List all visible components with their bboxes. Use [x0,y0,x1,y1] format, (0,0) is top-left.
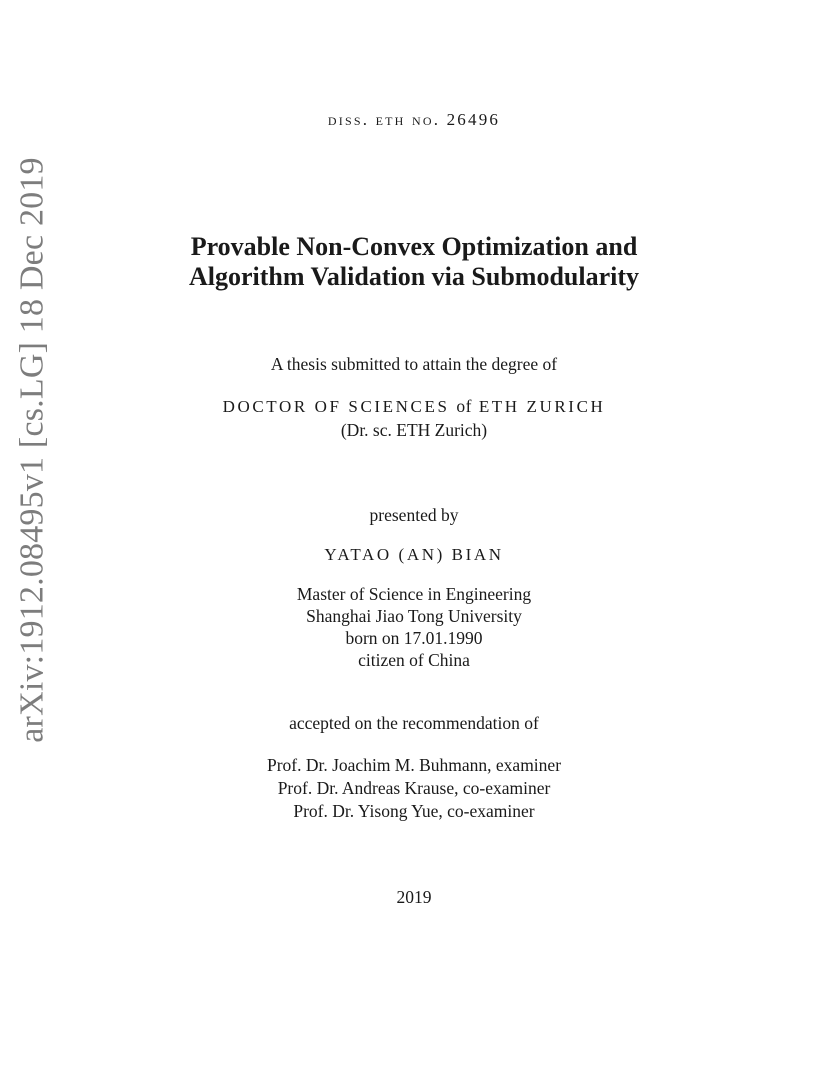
degree-intro: A thesis submitted to attain the degree of [270,354,558,374]
arxiv-stamp [6,157,60,743]
degree-of: of [456,396,472,416]
year: 2019 [396,887,432,907]
author-birthdate: born on 17.01.1990 [345,628,483,648]
thesis-title-line-1: Provable Non-Convex Optimization and [190,232,638,261]
degree-abbreviation: (Dr. sc. ETH Zurich) [340,420,488,440]
author-name: YATAO (AN) BIAN [324,545,504,564]
degree-institution: ETH ZURICH [478,397,606,416]
committee-member: Prof. Dr. Andreas Krause, co-examiner [277,778,551,798]
degree-name [120,396,708,417]
degree-title: DOCTOR OF SCIENCES [222,397,450,416]
committee-intro: accepted on the recommendation of [289,713,539,733]
committee-member: Prof. Dr. Joachim M. Buhmann, examiner [266,755,562,775]
author-citizenship: citizen of China [358,650,470,670]
author-degree: Master of Science in Engineering [296,584,532,604]
thesis-title [120,232,708,292]
committee-member: Prof. Dr. Yisong Yue, co-examiner [293,801,535,821]
dissertation-number: diss. eth no. 26496 [327,110,501,129]
thesis-title-line-2: Algorithm Validation via Submodularity [188,262,640,291]
author-university: Shanghai Jiao Tong University [306,606,522,626]
arxiv-identifier: arXiv:1912.08495v1 [cs.LG] 18 Dec 2019 [14,157,52,743]
presented-by: presented by [369,505,459,525]
